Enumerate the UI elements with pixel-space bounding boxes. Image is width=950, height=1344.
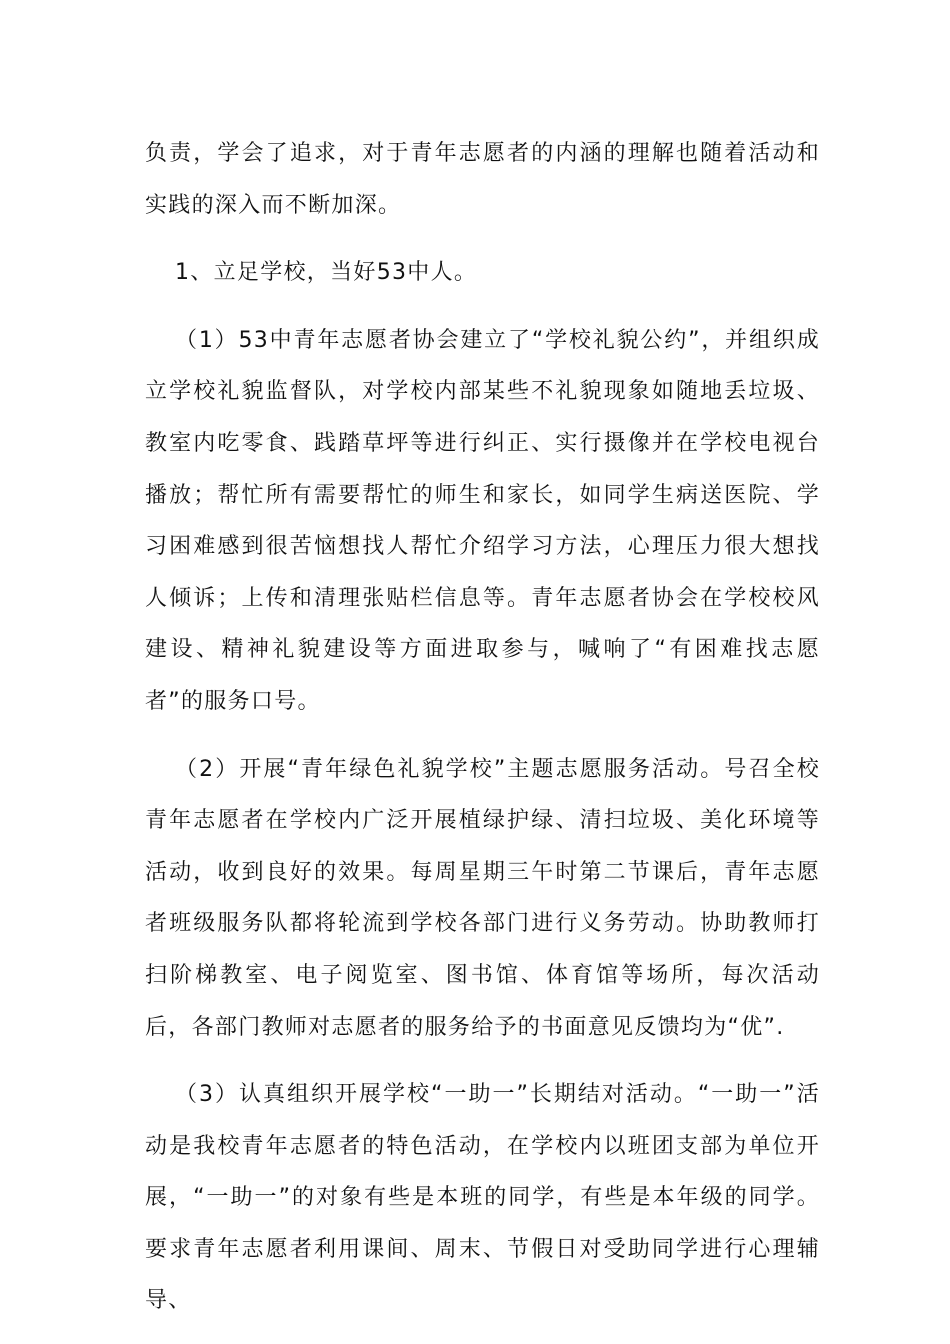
document-body bbox=[145, 128, 820, 1343]
paragraph-item-3: （3）认真组织开展学校“一助一”长期结对活动。“一助一”活动是我校青年志愿者的特色活动，在学校内以班团支部为单位开展，“一助一”的对象有些是本班的同学，有些是本年级的同学。要求青年志愿者利用课间、周末、节假日对受助同学进行心理辅导、 bbox=[145, 1082, 820, 1314]
paragraph-item-1: （1）53中青年志愿者协会建立了“学校礼貌公约”，并组织成立学校礼貌监督队，对学校内部某些不礼貌现象如随地丢垃圾、教室内吃零食、践踏草坪等进行纠正、实行摄像并在学校电视台播放；帮忙所有需要帮忙的师生和家长，如同学生病送医院、学习困难感到很苦恼想找人帮忙介绍学习方法，心理压力很大想找人倾诉；上传和清理张贴栏信息等。青年志愿者协会在学校校风建设、精神礼貌建设等方面进取参与，喊响了“有困难找志愿者”的服务口号。 bbox=[145, 327, 820, 714]
section-heading: 1、立足学校，当好53中人。 bbox=[175, 260, 478, 286]
paragraph-item-2: （2）开展“青年绿色礼貌学校”主题志愿服务活动。号召全校青年志愿者在学校内广泛开展植绿护绿、清扫垃圾、美化环境等活动，收到良好的效果。每周星期三午时第二节课后，青年志愿者班级服务队都将轮流到学校各部门进行义务劳动。协助教师打扫阶梯教室、电子阅览室、图书馆、体育馆等场所，每次活动后，各部门教师对志愿者的服务给予的书面意见反馈均为“优”. bbox=[145, 756, 820, 1040]
paragraph-continuation: 负责，学会了追求，对于青年志愿者的内涵的理解也随着活动和实践的深入而不断加深。 bbox=[145, 141, 820, 218]
